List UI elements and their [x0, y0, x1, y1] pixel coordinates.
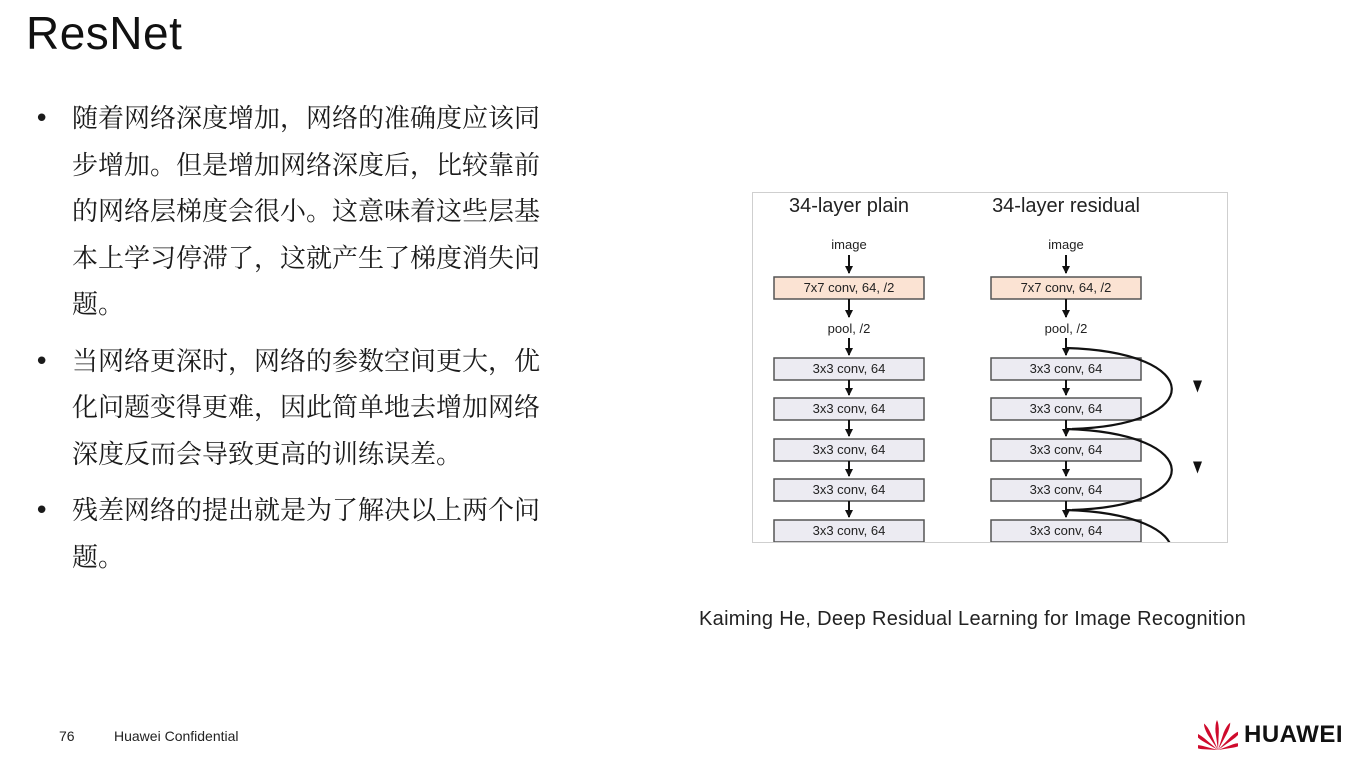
conv-layer-label: 3x3 conv, 64 — [812, 482, 886, 497]
bullet-text: 当网络更深时，网络的参数空间更大，优化问题变得更难，因此简单地去增加网络深度反而会导致更高的训练误差。 — [72, 346, 541, 470]
bullet-text: 随着网络深度增加，网络的准确度应该同步增加。但是增加网络深度后，比较靠前的网络层梯度会很小。这意味着这些层基本上学习停滞了，这就产生了梯度消失问题。 — [72, 104, 541, 320]
bullet-text: 残差网络的提出就是为了解决以上两个问题。 — [72, 496, 541, 573]
conv-layer-label: 3x3 conv, 64 — [1029, 442, 1103, 457]
resnet-architecture-figure — [752, 192, 1228, 543]
column-title: 34-layer plain — [788, 195, 910, 217]
bullet-list — [30, 96, 570, 591]
input-label: image — [831, 237, 867, 252]
pool-label: pool, /2 — [1044, 321, 1088, 336]
conv-layer-label: 3x3 conv, 64 — [1029, 482, 1103, 497]
bullet-item — [30, 339, 570, 479]
architecture-diagram — [753, 193, 1227, 542]
shortcut-arrowhead — [1193, 381, 1202, 393]
huawei-brand — [1198, 716, 1343, 754]
page-number: 76 — [59, 728, 75, 744]
conv-layer-label: 3x3 conv, 64 — [812, 401, 886, 416]
figure-caption: Kaiming He, Deep Residual Learning for Image Recognition — [699, 608, 1247, 630]
conv-layer-label: 3x3 conv, 64 — [1029, 523, 1103, 538]
bullet-item — [30, 488, 570, 581]
slide-title: ResNet — [26, 7, 183, 59]
input-label: image — [1048, 237, 1084, 252]
brand-name: HUAWEI — [1244, 721, 1343, 748]
bullet-item — [30, 96, 570, 329]
bullet-marker: • — [34, 346, 50, 377]
confidential-label: Huawei Confidential — [114, 728, 239, 744]
conv-layer-label: 3x3 conv, 64 — [812, 361, 886, 376]
conv-layer-label: 3x3 conv, 64 — [1029, 401, 1103, 416]
first-layer-label: 7x7 conv, 64, /2 — [1020, 280, 1112, 295]
column-title: 34-layer residual — [992, 195, 1140, 217]
conv-layer-label: 3x3 conv, 64 — [812, 442, 886, 457]
conv-layer-label: 3x3 conv, 64 — [812, 523, 886, 538]
shortcut-arrowhead — [1193, 462, 1202, 474]
bullet-marker: • — [34, 104, 50, 134]
first-layer-label: 7x7 conv, 64, /2 — [803, 280, 895, 295]
bullet-marker: • — [34, 496, 50, 526]
conv-layer-label: 3x3 conv, 64 — [1029, 361, 1103, 376]
huawei-logo-icon — [1198, 718, 1238, 752]
pool-label: pool, /2 — [827, 321, 871, 336]
